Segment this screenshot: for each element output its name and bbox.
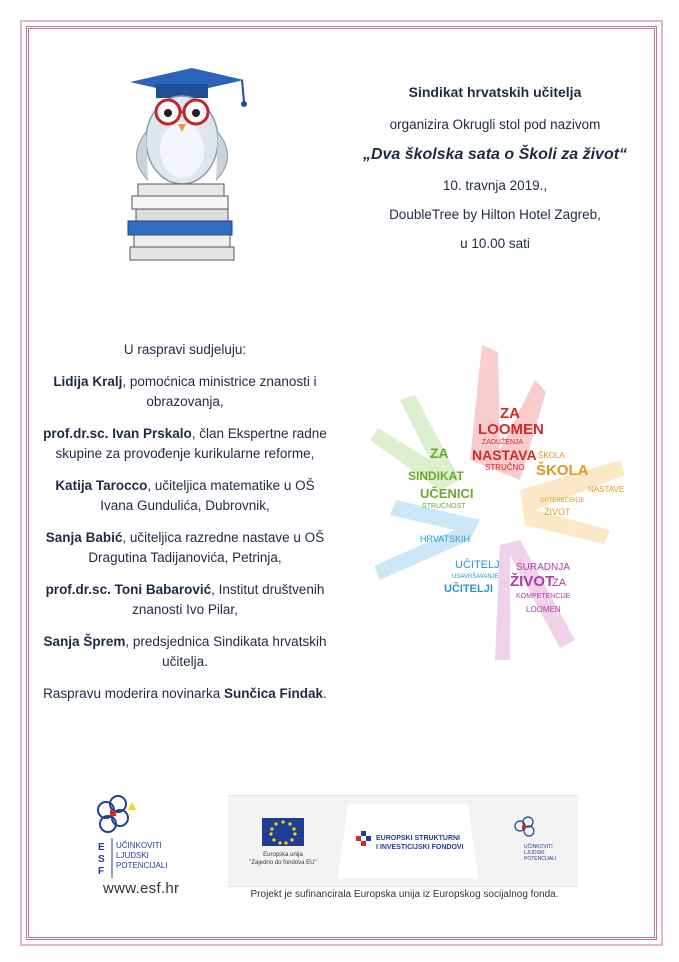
participant-name: Katija Tarocco <box>55 478 148 493</box>
hands-word: OPTEREĆENJE <box>540 498 585 504</box>
hands-word: SURADNJA <box>516 562 570 573</box>
hands-word: UČITELJ <box>455 559 500 571</box>
esf-line: LJUDSKI <box>116 851 149 860</box>
participant-item <box>40 372 330 412</box>
esf-letter: E <box>98 842 105 853</box>
hands-word: ZA <box>552 577 567 589</box>
eu-line2: "Zajedno do fondova EU" <box>249 860 317 866</box>
hands-word: STRUČNOST <box>422 503 466 510</box>
esf-small-logo-icon <box>515 817 534 836</box>
participant-name: Sanja Šprem <box>43 634 126 649</box>
participant-name: Lidija Kralj <box>53 374 123 389</box>
esf-letter: S <box>98 854 105 865</box>
participants-heading: U raspravi sudjeluju: <box>123 342 247 357</box>
funding-banner <box>228 795 578 887</box>
hands-word: ŽIVOT <box>544 507 571 517</box>
funding-note: Projekt je sufinancirala Europska unija iz Europskog socijalnog fonda. <box>250 889 559 900</box>
funds-line2: I INVESTICIJSKI FONDOVI <box>376 844 464 851</box>
esf-line: UČINKOVITI <box>116 841 162 850</box>
esf-url-link[interactable]: www.esf.hr <box>103 880 180 897</box>
owl-on-books-illustration <box>112 62 252 262</box>
flower-icon <box>98 796 136 832</box>
event-time: u 10.00 sati <box>460 236 530 251</box>
hands-word: NASTAVA <box>472 447 537 463</box>
intro-text: organizira Okrugli stol pod nazivom <box>389 117 601 132</box>
hands-word: ZA <box>500 405 520 422</box>
hands-word: NASTAVE <box>588 485 625 494</box>
esf-small-line: LJUDSKI <box>524 850 545 856</box>
participant-item <box>40 528 330 568</box>
hands-word: ŽIVOT <box>510 573 555 590</box>
participant-role: , predsjednica Sindikata hrvatskih učitelja. <box>125 634 327 669</box>
hands-word: LOOMEN <box>478 421 544 438</box>
participant-item <box>40 424 330 464</box>
participant-role: , pomoćnica ministrice znanosti i obrazovanja, <box>122 374 317 409</box>
participant-item <box>40 476 330 516</box>
participant-role: , Institut društvenih znanosti Ivo Pilar, <box>132 582 325 617</box>
esf-small-line: POTENCIJALI <box>524 856 557 862</box>
hands-word: USAVRŠAVANJE <box>452 574 499 580</box>
funds-line1: EUROPSKI STRUKTURNI <box>376 835 461 842</box>
participant-name: Sanja Babić <box>45 530 123 545</box>
hands-word: ZADUŽENJA <box>482 439 524 446</box>
moderator-prefix: Raspravu moderira novinarka <box>43 686 225 701</box>
funding-logos <box>228 796 578 886</box>
hands-word: UČENICI <box>420 486 474 501</box>
esf-small-line: UČINKOVITI <box>524 844 553 850</box>
participant-name: prof.dr.sc. Ivan Prskalo <box>43 426 192 441</box>
participant-item <box>40 580 330 620</box>
eu-line1: Europska unija <box>263 852 303 858</box>
hands-word: STRUČNO <box>485 463 525 472</box>
organization-name: Sindikat hrvatskih učitelja <box>408 84 582 100</box>
moderator-line <box>40 684 330 704</box>
hands-word: ŠKOLA <box>538 451 565 460</box>
moderator-name: Sunčica Findak <box>224 686 324 701</box>
participants-list <box>40 340 330 716</box>
hands-word: KOMPETENCIJE <box>516 593 571 600</box>
moderator-suffix: . <box>323 686 327 701</box>
hands-word-cloud-illustration <box>360 340 640 670</box>
participant-role: , učiteljica matematike u OŠ Ivana Gundulića, Dubrovnik, <box>100 478 315 513</box>
participant-item <box>40 632 330 672</box>
eu-flag-icon <box>262 818 304 846</box>
esf-line: POTENCIJALI <box>116 861 168 870</box>
event-header <box>360 84 630 265</box>
hands-word: ZA <box>430 445 449 461</box>
hands-word: HRVATSKIH <box>420 534 471 544</box>
participant-role: , član Ekspertne radne skupine za provođenje kurikularne reforme, <box>55 426 327 461</box>
esf-letter: F <box>98 866 105 877</box>
event-date: 10. travnja 2019., <box>442 178 548 193</box>
participant-role: , učiteljica razredne nastave u OŠ Dragutina Tadijanovića, Petrinja, <box>88 530 325 565</box>
participant-name: prof.dr.sc. Toni Babarović <box>45 582 212 597</box>
event-venue: DoubleTree by Hilton Hotel Zagreb, <box>389 207 601 222</box>
hands-word: LOOMEN <box>526 605 561 614</box>
event-title: „Dva školska sata o Školi za život“ <box>362 146 628 163</box>
hands-word: ŠKOLA <box>536 462 589 479</box>
hands-word: UČITELJI <box>444 583 493 595</box>
hands-word: SINDIKAT <box>408 469 464 483</box>
